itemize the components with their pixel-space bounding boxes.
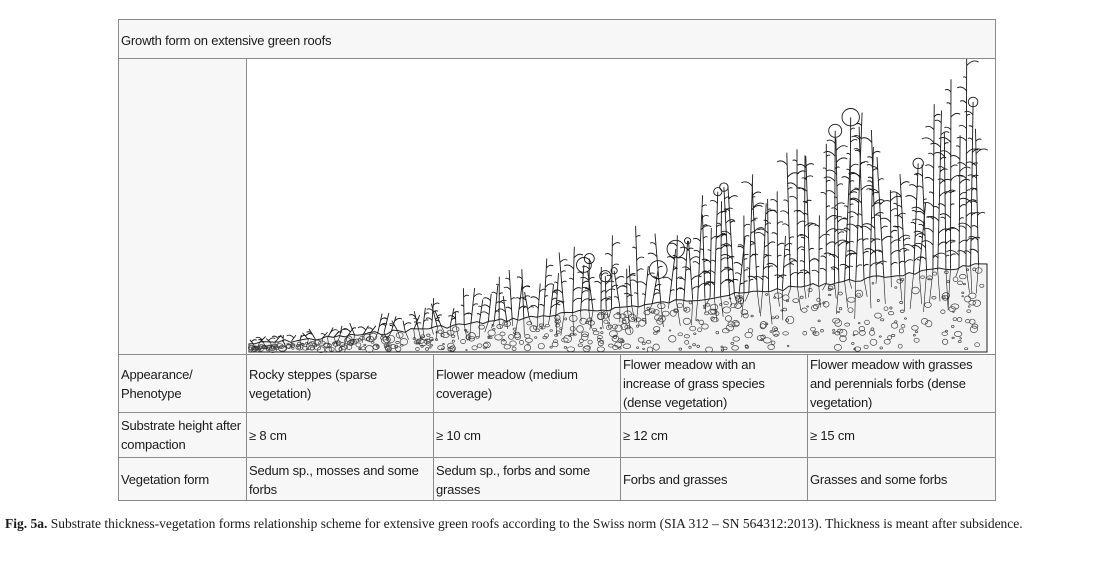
table-title: Growth form on extensive green roofs: [119, 20, 995, 59]
row-label-substrate-height: Substrate height after compaction: [119, 413, 247, 457]
figure-caption: [5, 514, 1110, 533]
row-label-vegetation-form: Vegetation form: [119, 458, 247, 501]
figure-table: [118, 19, 996, 501]
cell-appearance-3: Flower meadow with an increase of grass species (dense vegetation): [621, 355, 808, 412]
cell-vegetation-4: Grasses and some forbs: [810, 472, 948, 487]
row-label-appearance: Appearance/ Phenotype: [119, 355, 247, 412]
table-row-substrate-height: [119, 412, 995, 457]
table-row-vegetation-form: [119, 457, 995, 501]
caption-label: Fig. 5a.: [5, 516, 48, 531]
cell-appearance-2: Flower meadow (medium coverage): [434, 355, 621, 412]
cell-height-1: ≥ 8 cm: [247, 413, 434, 457]
cell-height-2: ≥ 10 cm: [434, 413, 621, 457]
cell-vegetation-3: Forbs and grasses: [621, 458, 808, 501]
cell-appearance-4: Flower meadow with grasses and perennials forbs (dense vegetation): [810, 357, 973, 410]
table-row-appearance: [119, 354, 995, 412]
cell-vegetation-2: Sedum sp., forbs and some grasses: [434, 458, 621, 501]
cell-vegetation-1: Sedum sp., mosses and some forbs: [247, 458, 434, 501]
cell-height-3: ≥ 12 cm: [621, 413, 808, 457]
vegetation-drawing: [247, 59, 995, 354]
cell-height-4: ≥ 15 cm: [810, 427, 855, 443]
cell-appearance-1: Rocky steppes (sparse vegetation): [247, 355, 434, 412]
vegetation-illustration: [247, 59, 995, 354]
caption-text: Substrate thickness-vegetation forms relationship scheme for extensive green roofs according to the Swiss norm (SIA 312 – SN 564312:2013). Thickness is meant after subsidence.: [47, 516, 1023, 531]
illustration-label-cell: [119, 59, 247, 354]
